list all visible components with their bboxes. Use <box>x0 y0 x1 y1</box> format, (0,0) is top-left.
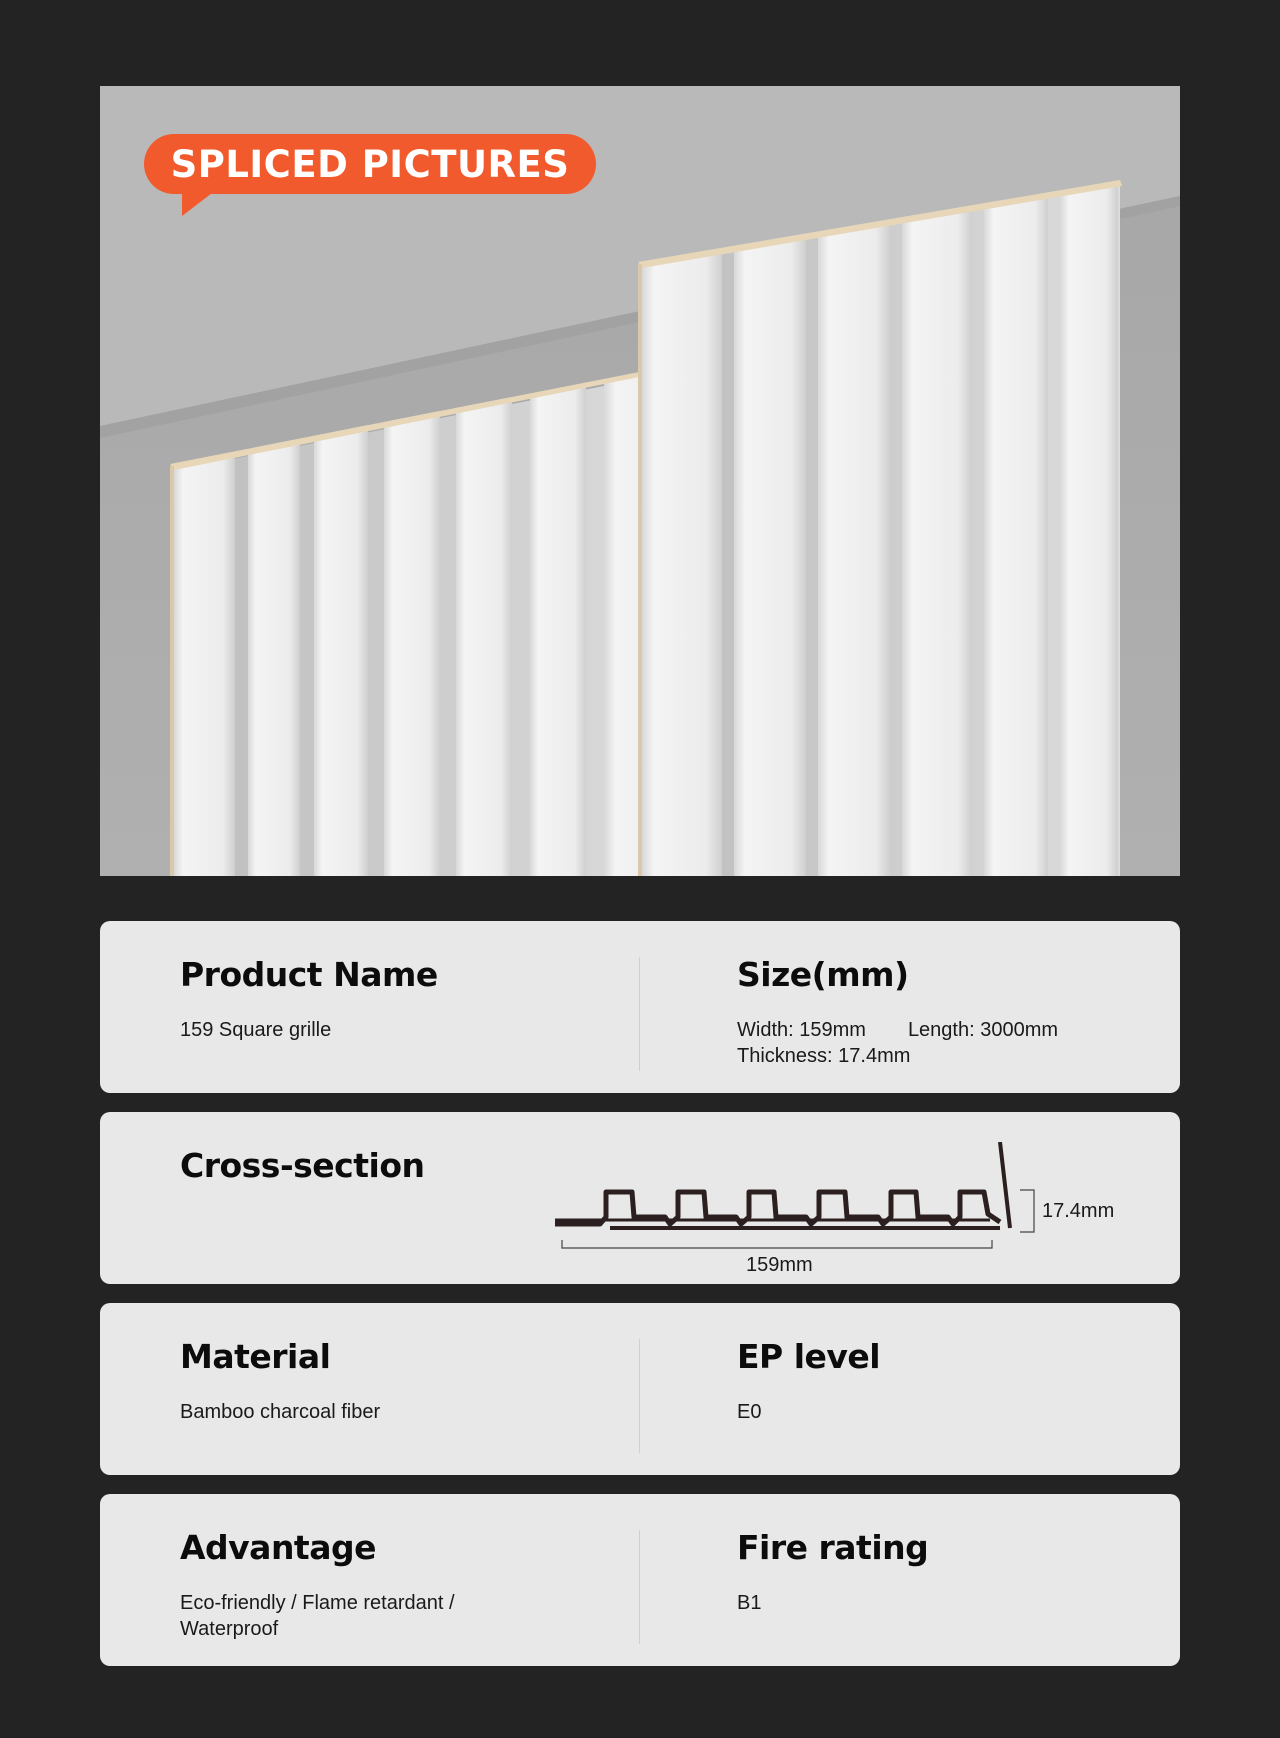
ep-level-value: E0 <box>737 1401 762 1423</box>
size-heading: Size(mm) <box>737 955 909 994</box>
material-value: Bamboo charcoal fiber <box>180 1401 381 1423</box>
ep-level-heading: EP level <box>737 1337 881 1376</box>
grille-panels-illustration <box>100 86 1180 876</box>
cross-section-heading: Cross-section <box>180 1146 425 1185</box>
fire-rating-value: B1 <box>737 1592 762 1614</box>
product-name-heading: Product Name <box>180 955 438 994</box>
badge-tail <box>182 190 216 216</box>
cross-section-diagram <box>550 1142 1150 1276</box>
width-label: 159mm <box>746 1254 813 1276</box>
upper-panel-group <box>638 180 1122 876</box>
thickness-value: Thickness: 17.4mm <box>737 1045 911 1067</box>
advantage-value: Eco-friendly / Flame retardant / Waterproof <box>180 1592 455 1640</box>
product-name-value: 159 Square grille <box>180 1019 332 1041</box>
thickness-bracket <box>1020 1190 1034 1232</box>
card-divider <box>639 957 640 1071</box>
product-photo <box>100 86 1180 876</box>
advantage-heading: Advantage <box>180 1528 376 1567</box>
spec-card-name-size <box>100 921 1180 1093</box>
width-bracket <box>562 1240 992 1248</box>
spec-card-material-ep <box>100 1303 1180 1475</box>
length-value: Length: 3000mm <box>907 1019 1059 1041</box>
size-values <box>737 1017 1157 1069</box>
fire-rating-heading: Fire rating <box>737 1528 929 1567</box>
material-heading: Material <box>180 1337 331 1376</box>
card-divider <box>639 1339 640 1453</box>
card-divider <box>639 1530 640 1644</box>
spec-card-cross-section <box>100 1112 1180 1284</box>
spliced-pictures-badge: SPLICED PICTURES <box>144 134 596 194</box>
width-value: Width: 159mm <box>737 1019 866 1041</box>
spec-card-advantage-fire <box>100 1494 1180 1666</box>
thickness-label: 17.4mm <box>1042 1200 1115 1222</box>
